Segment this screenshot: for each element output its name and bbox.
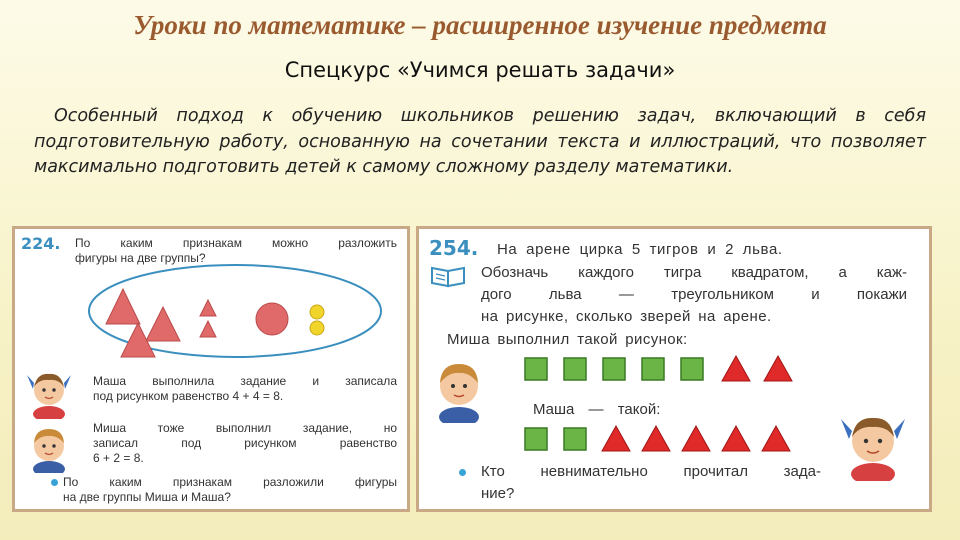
book-icon: [429, 263, 469, 289]
intro-paragraph: Особенный подход к обучению школьников решению задач, включающий в себя подготовительную работу, основанную на сочетании текста и иллюстраций, что позволяет максимально подготовить детей к самому сложному разделу математики.: [34, 106, 926, 177]
masha-girl-avatar: [835, 401, 911, 481]
green-square: [564, 358, 586, 380]
small-triangle: [200, 321, 216, 337]
green-square: [603, 358, 625, 380]
misha-text: 6 + 2 = 8.: [93, 451, 144, 465]
green-square: [564, 428, 586, 450]
big-triangle: [106, 289, 140, 324]
misha-label: Миша выполнил такой рисунок:: [447, 331, 688, 348]
small-triangle: [200, 300, 216, 316]
red-triangle: [602, 426, 630, 451]
task-line: Обозначь каждого тигра квадратом, а каж-: [481, 264, 907, 281]
question-line: По каким признакам можно разложить: [75, 236, 397, 250]
red-triangle: [682, 426, 710, 451]
question-line: фигуры на две группы?: [75, 251, 206, 265]
green-square: [525, 428, 547, 450]
masha-text: под рисунком равенство 4 + 4 = 8.: [93, 389, 284, 403]
task-line: на рисунке, сколько зверей на арене.: [481, 308, 772, 325]
green-square: [525, 358, 547, 380]
misha-drawing: [519, 355, 819, 389]
task-line: На арене цирка 5 тигров и 2 льва.: [497, 241, 783, 258]
exercise-number: 224.: [21, 234, 61, 253]
final-question: ние?: [481, 485, 515, 502]
misha-text: Миша тоже выполнил задание, но: [93, 421, 397, 435]
task-line: дого льва — треугольником и покажи: [481, 286, 907, 303]
misha-boy-avatar: [429, 353, 489, 423]
big-triangle: [146, 307, 180, 341]
exercise-254-panel: [416, 226, 932, 512]
red-triangle: [762, 426, 790, 451]
small-yellow-circle: [310, 321, 324, 335]
figures-illustration: [15, 229, 413, 359]
green-square: [681, 358, 703, 380]
big-circle: [256, 303, 288, 335]
bottom-question: По каким признакам разложили фигуры: [63, 475, 397, 489]
small-yellow-circle: [310, 305, 324, 319]
exercise-number: 254.: [429, 236, 479, 260]
final-question: Кто невнимательно прочитал зада-: [481, 463, 821, 480]
masha-label: Маша — такой:: [533, 401, 661, 418]
masha-girl-avatar: [25, 363, 73, 419]
bottom-question: на две группы Миша и Маша?: [63, 490, 231, 504]
misha-boy-avatar: [25, 421, 73, 473]
red-triangle: [722, 356, 750, 381]
bullet-icon: [459, 469, 466, 476]
red-triangle: [642, 426, 670, 451]
red-triangle: [764, 356, 792, 381]
masha-drawing: [519, 425, 819, 459]
slide-subtitle: Спецкурс «Учимся решать задачи»: [284, 58, 676, 82]
masha-text: Маша выполнила задание и записала: [93, 374, 397, 388]
exercise-224-panel: [12, 226, 410, 512]
bullet-icon: [51, 479, 58, 486]
red-triangle: [722, 426, 750, 451]
misha-text: записал под рисунком равенство: [93, 436, 397, 450]
slide-title: Уроки по математике – расширенное изучение предмета: [133, 10, 827, 40]
green-square: [642, 358, 664, 380]
